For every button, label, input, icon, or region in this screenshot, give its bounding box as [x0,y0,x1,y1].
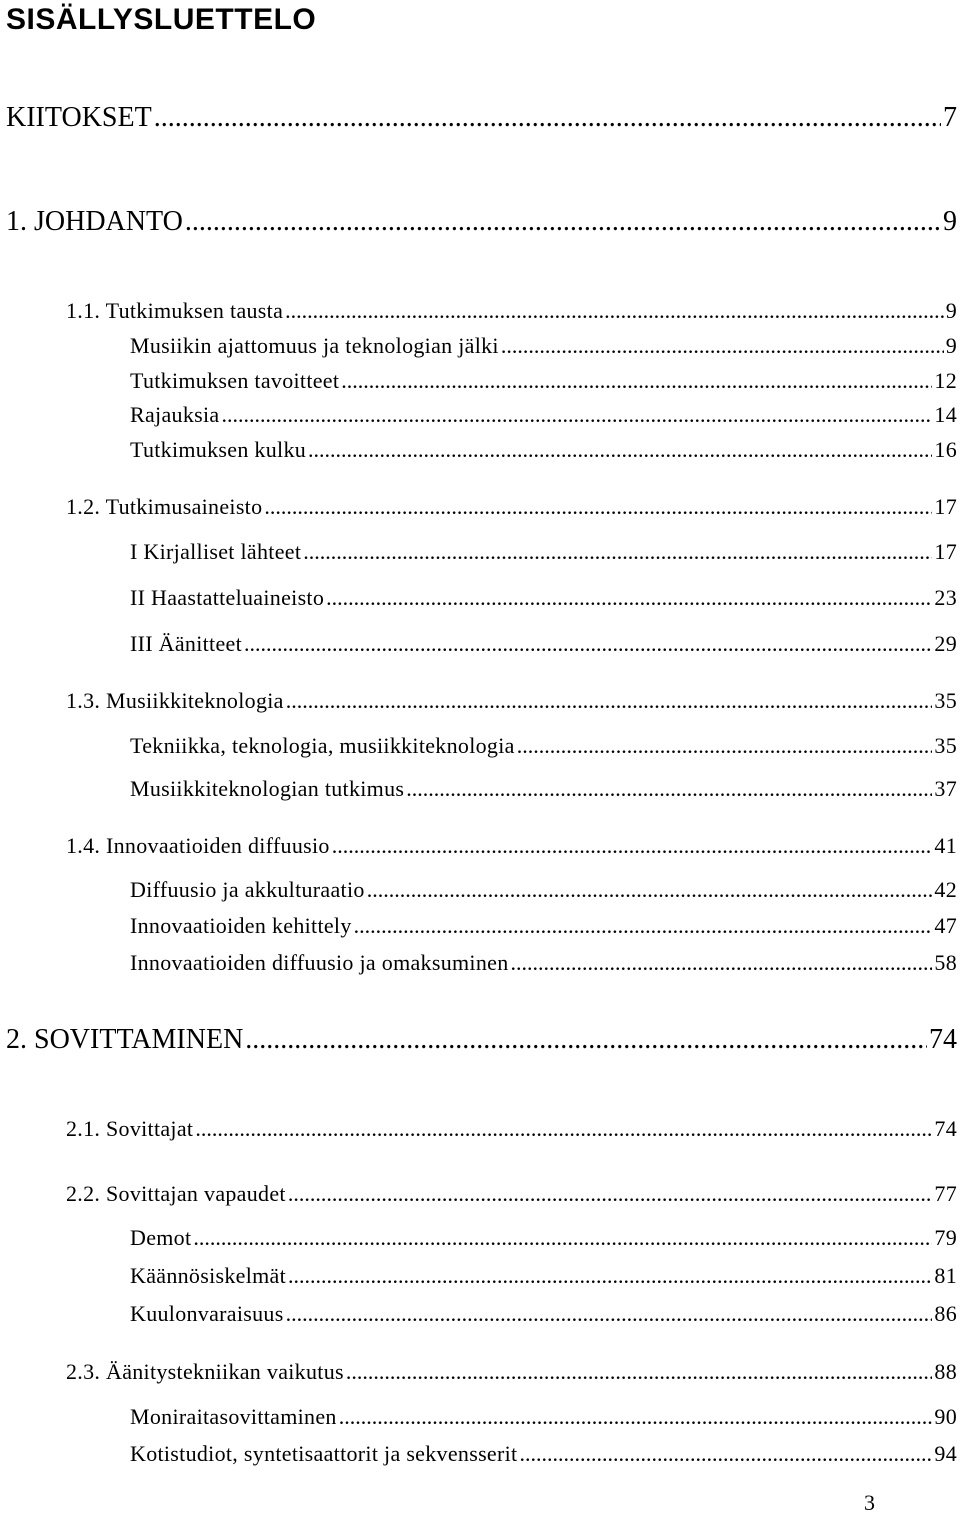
toc-entry-page: 35 [934,688,957,713]
toc-entry-text: Rajauksia [130,402,220,427]
toc-entry-text: 1.1. Tutkimuksen tausta [66,298,284,323]
toc-entry-page: 79 [934,1225,957,1250]
toc-entry-page: 90 [934,1404,957,1429]
toc-entry-text: 2.1. Sovittajat [66,1116,194,1141]
leader-dots [286,688,933,714]
leader-dots [193,1225,932,1251]
leader-dots [288,1181,933,1207]
toc-entry-page: 41 [934,833,957,858]
toc-entry-kotistudiot[interactable] [130,1441,957,1467]
toc-entry-page: 74 [929,1024,957,1055]
toc-entry-musiikin-ajattomuus[interactable] [130,333,957,359]
toc-entry-johdanto[interactable] [6,206,957,238]
toc-entry-musiikkiteknologian-tutkimus[interactable] [130,776,957,802]
leader-dots [285,298,944,324]
toc-entry-text: KIITOKSET [6,102,152,133]
toc-entry-text: 1. JOHDANTO [6,206,183,237]
toc-entry-text: Demot [130,1225,192,1250]
leader-dots [185,206,941,238]
toc-entry-text: 1.4. Innovaatioiden diffuusio [66,833,330,858]
toc-entry-text: Innovaatioiden diffuusio ja omaksuminen [130,950,509,975]
toc-entry-aanitystekniikan-vaikutus[interactable] [66,1359,957,1385]
leader-dots [195,1116,932,1142]
toc-entry-moniraitasovittaminen[interactable] [130,1404,957,1430]
leader-dots [308,437,932,463]
toc-entry-page: 9 [945,333,957,358]
toc-entry-text: 2.2. Sovittajan vapaudet [66,1181,286,1206]
leader-dots [367,877,933,903]
toc-entry-text: Moniraitasovittaminen [130,1404,337,1429]
toc-entry-page: 58 [934,950,957,975]
toc-entry-page: 77 [934,1181,957,1206]
leader-dots [501,333,944,359]
toc-entry-page: 74 [934,1116,957,1141]
toc-entry-text: Tutkimuksen tavoitteet [130,368,340,393]
toc-entry-musiikkiteknologia[interactable] [66,688,957,714]
toc-entry-page: 94 [934,1441,957,1466]
toc-entry-text: Käännösiskelmät [130,1263,287,1288]
toc-entry-tutkimusaineisto[interactable] [66,494,957,520]
leader-dots [303,539,932,565]
toc-entry-tutkimuksen-kulku[interactable] [130,437,957,463]
toc-entry-text: Tutkimuksen kulku [130,437,307,462]
toc-entry-text: 1.3. Musiikkiteknologia [66,688,284,713]
toc-entry-diffuusio-ja-omaksuminen[interactable] [130,950,957,976]
leader-dots [339,1404,933,1430]
toc-entry-page: 17 [934,494,957,519]
toc-entry-text: III Äänitteet [130,631,243,656]
toc-entry-page: 9 [943,206,957,237]
leader-dots [264,494,932,520]
leader-dots [286,1301,933,1327]
toc-entry-text: 1.2. Tutkimusaineisto [66,494,263,519]
toc-entry-text: I Kirjalliset lähteet [130,539,302,564]
leader-dots [154,102,941,134]
toc-entry-text: Kotistudiot, syntetisaattorit ja sekvensserit [130,1441,518,1466]
toc-entry-kirjalliset-lahteet[interactable] [130,539,957,565]
toc-entry-aanitteet[interactable] [130,631,957,657]
leader-dots [332,833,933,859]
toc-entry-rajauksia[interactable] [130,402,957,428]
toc-entry-text: Innovaatioiden kehittely [130,913,352,938]
leader-dots [341,368,932,394]
page-title: SISÄLLYSLUETTELO [6,3,317,36]
toc-entry-page: 16 [934,437,957,462]
toc-entry-diffuusio-ja-akkulturaatio[interactable] [130,877,957,903]
toc-entry-page: 42 [934,877,957,902]
toc-entry-page: 47 [934,913,957,938]
toc-entry-tutkimuksen-tavoitteet[interactable] [130,368,957,394]
toc-entry-text: Musiikkiteknologian tutkimus [130,776,405,801]
leader-dots [517,733,933,759]
toc-entry-page: 86 [934,1301,957,1326]
leader-dots [288,1263,932,1289]
toc-entry-kuulonvaraisuus[interactable] [130,1301,957,1327]
toc-entry-page: 35 [934,733,957,758]
leader-dots [346,1359,933,1385]
toc-entry-page: 12 [934,368,957,393]
toc-entry-sovittaminen[interactable] [6,1024,957,1056]
toc-entry-innovaatioiden-kehittely[interactable] [130,913,957,939]
toc-entry-text: Tekniikka, teknologia, musiikkiteknologia [130,733,515,758]
toc-entry-page: 17 [934,539,957,564]
toc-entry-text: Diffuusio ja akkulturaatio [130,877,365,902]
leader-dots [326,585,932,611]
page-number: 3 [864,1490,875,1515]
toc-entry-page: 9 [945,298,957,323]
leader-dots [519,1441,932,1467]
leader-dots [245,1024,927,1056]
toc-entry-text: Musiikin ajattomuus ja teknologian jälki [130,333,499,358]
toc-entry-text: 2. SOVITTAMINEN [6,1024,244,1055]
toc-entry-sovittajan-vapaudet[interactable] [66,1181,957,1207]
toc-entry-page: 81 [934,1263,957,1288]
toc-entry-haastatteluaineisto[interactable] [130,585,957,611]
toc-entry-page: 7 [943,102,957,133]
leader-dots [511,950,933,976]
toc-entry-page: 29 [934,631,957,656]
toc-entry-page: 37 [934,776,957,801]
toc-entry-tutkimuksen-tausta[interactable] [66,298,957,324]
toc-entry-demot[interactable] [130,1225,957,1251]
leader-dots [354,913,933,939]
toc-entry-text: Kuulonvaraisuus [130,1301,284,1326]
toc-entry-page: 14 [934,402,957,427]
toc-entry-text: II Haastatteluaineisto [130,585,325,610]
toc-entry-sovittajat[interactable] [66,1116,957,1142]
toc-entry-page: 23 [934,585,957,610]
toc-entry-innovaatioiden-diffuusio[interactable] [66,833,957,859]
toc-entry-tekniikka-teknologia[interactable] [130,733,957,759]
toc-entry-kiitokset[interactable] [6,102,957,134]
leader-dots [221,402,932,428]
toc-entry-page: 88 [934,1359,957,1384]
toc-entry-kaannosiskelmat[interactable] [130,1263,957,1289]
leader-dots [406,776,932,802]
leader-dots [244,631,932,657]
toc-entry-text: 2.3. Äänitystekniikan vaikutus [66,1359,344,1384]
